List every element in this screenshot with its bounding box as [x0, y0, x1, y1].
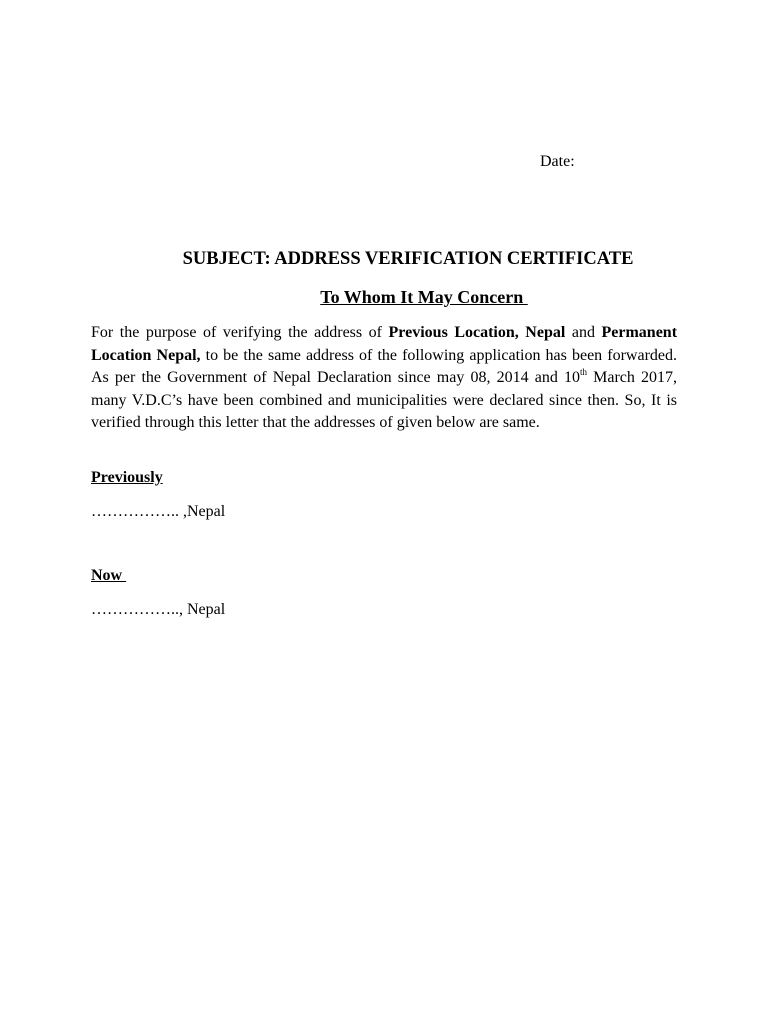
previously-label: Previously — [91, 469, 163, 486]
subject-heading: SUBJECT: ADDRESS VERIFICATION CERTIFICATE — [182, 249, 634, 269]
current-address: …………….., Nepal — [91, 601, 226, 618]
body-text-2: and — [565, 324, 602, 341]
salutation-heading — [0, 286, 768, 308]
salutation-text: To Whom It May Concern — [320, 287, 528, 307]
now-label: Now — [91, 567, 127, 584]
body-text-3: to be the same address of the following application has been forwarded. As per the Government of Nepal Declaration since may 08, 2014 and 10 — [91, 346, 678, 386]
date-label: Date: — [540, 153, 575, 170]
body-text-4: March 2017, many V.D.C’s have been combined and municipalities were declared since then. So, It is verified through this letter that the addresses of given below are same. — [91, 369, 677, 431]
permanent-location-bold: Permanent Location Nepal, — [91, 324, 678, 364]
body-text-1: For the purpose of verifying the address of — [91, 324, 389, 341]
ordinal-superscript: th — [579, 367, 587, 377]
previous-address: …………….. ,Nepal — [91, 503, 226, 520]
body-paragraph — [91, 322, 677, 435]
previous-location-bold: Previous Location, Nepal — [388, 324, 566, 341]
